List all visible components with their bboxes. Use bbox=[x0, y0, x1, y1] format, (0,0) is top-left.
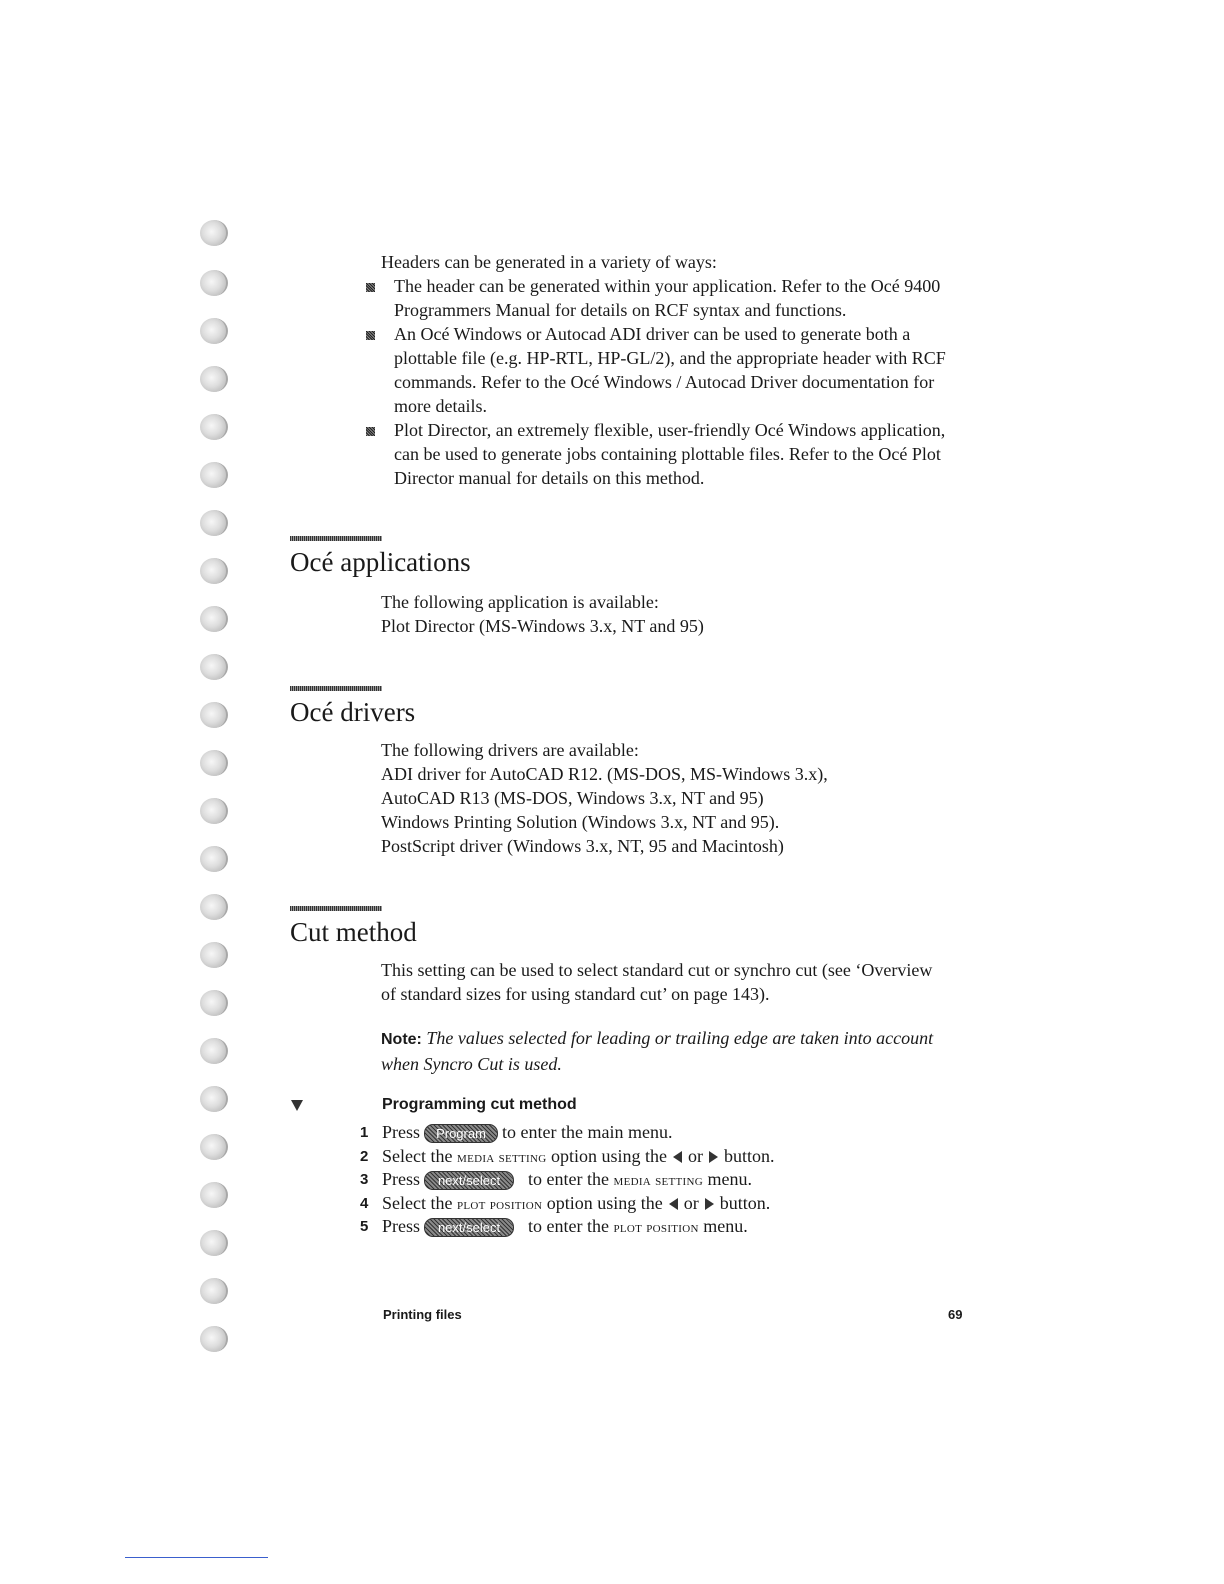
text-line: This setting can be used to select standard cut or synchro cut (see ‘Overview bbox=[381, 960, 933, 980]
intro-bullet-list bbox=[366, 274, 966, 490]
menu-option-name: media setting bbox=[613, 1173, 704, 1189]
binder-hole bbox=[200, 462, 228, 488]
list-item bbox=[366, 274, 966, 322]
text-line: ADI driver for AutoCAD R12. (MS-DOS, MS-Windows 3.x), bbox=[381, 764, 828, 784]
right-arrow-key-icon bbox=[705, 1198, 714, 1210]
scan-edge-line bbox=[125, 1557, 268, 1558]
binder-hole bbox=[200, 510, 228, 536]
step-text: option using the bbox=[546, 1192, 663, 1213]
bullet-line: Director manual for details on this method. bbox=[394, 468, 705, 488]
text-line: Windows Printing Solution (Windows 3.x, NT and 95). bbox=[381, 812, 780, 832]
drivers-text bbox=[381, 738, 828, 858]
binder-hole bbox=[200, 606, 228, 632]
binder-hole bbox=[200, 654, 228, 680]
note-line bbox=[381, 1026, 933, 1052]
applications-text bbox=[381, 590, 704, 638]
binder-hole bbox=[200, 366, 228, 392]
step-text: Press bbox=[382, 1122, 421, 1142]
text-line: AutoCAD R13 (MS-DOS, Windows 3.x, NT and 95) bbox=[381, 788, 764, 808]
section-heading-cut-method: Cut method bbox=[290, 917, 417, 947]
note-text: The values selected for leading or trailing edge are taken into account bbox=[426, 1028, 934, 1048]
binder-hole bbox=[200, 990, 228, 1016]
page-number: 69 bbox=[948, 1307, 963, 1322]
bullet-line: more details. bbox=[394, 396, 487, 416]
menu-option-name: media setting bbox=[456, 1149, 547, 1166]
binder-hole bbox=[200, 702, 228, 728]
bullet-line: The header can be generated within your application. Refer to the Océ 9400 bbox=[394, 276, 941, 296]
note-text: when Syncro Cut is used. bbox=[381, 1054, 562, 1074]
right-arrow-key-icon bbox=[709, 1151, 718, 1163]
step-text: Select the bbox=[382, 1145, 453, 1166]
binder-hole bbox=[200, 1278, 228, 1304]
intro-lead: Headers can be generated in a variety of ways: bbox=[381, 252, 717, 272]
bullet-line: Programmers Manual for details on RCF syntax and functions. bbox=[394, 300, 847, 320]
bullet-square-icon bbox=[366, 427, 375, 436]
text-line: of standard sizes for using standard cut’ on page 143). bbox=[381, 984, 770, 1004]
binder-hole bbox=[200, 942, 228, 968]
binder-hole bbox=[200, 798, 228, 824]
binder-hole bbox=[200, 1086, 228, 1112]
step-text: option using the bbox=[551, 1145, 668, 1166]
text-line: The following drivers are available: bbox=[381, 740, 639, 760]
bullet-line: An Océ Windows or Autocad ADI driver can be used to generate both a bbox=[394, 324, 911, 344]
cut-method-text bbox=[381, 958, 932, 1006]
section-rule bbox=[290, 536, 382, 541]
binder-hole bbox=[200, 846, 228, 872]
menu-option-name: plot position bbox=[613, 1220, 699, 1236]
section-rule bbox=[290, 906, 382, 911]
binder-hole bbox=[200, 1326, 228, 1352]
step-text: to enter the bbox=[528, 1169, 609, 1189]
step-text: menu. bbox=[707, 1169, 753, 1189]
step-text: to enter the main menu. bbox=[502, 1122, 673, 1142]
bullet-square-icon bbox=[366, 331, 375, 340]
text-line: Plot Director (MS-Windows 3.x, NT and 95) bbox=[381, 616, 704, 636]
binder-hole bbox=[200, 894, 228, 920]
binder-hole bbox=[200, 1134, 228, 1160]
step-text: menu. bbox=[703, 1216, 748, 1236]
step-text: button. bbox=[719, 1192, 771, 1213]
step-text: or bbox=[683, 1192, 699, 1213]
step-text: Press bbox=[382, 1216, 421, 1236]
note bbox=[381, 1026, 933, 1076]
step-number: 4 bbox=[360, 1194, 369, 1212]
left-arrow-key-icon bbox=[673, 1151, 682, 1163]
bullet-line: can be used to generate jobs containing plottable files. Refer to the Océ Plot bbox=[394, 444, 941, 464]
binder-hole bbox=[200, 270, 228, 296]
procedure-arrow-icon bbox=[291, 1100, 303, 1111]
list-item bbox=[366, 322, 966, 418]
binder-hole bbox=[200, 558, 228, 584]
section-heading-applications: Océ applications bbox=[290, 547, 471, 577]
text-line: The following application is available: bbox=[381, 592, 659, 612]
menu-option-name: plot position bbox=[456, 1196, 543, 1213]
bullet-square-icon bbox=[366, 283, 375, 292]
section-rule bbox=[290, 686, 382, 691]
program-key-button[interactable]: Program bbox=[424, 1124, 498, 1143]
binder-hole bbox=[200, 750, 228, 776]
note-label: Note: bbox=[381, 1031, 422, 1048]
binder-hole bbox=[200, 1230, 228, 1256]
next-select-key-button[interactable]: next/select bbox=[424, 1218, 514, 1237]
step-number: 3 bbox=[360, 1171, 369, 1188]
bullet-line: commands. Refer to the Océ Windows / Autocad Driver documentation for bbox=[394, 372, 935, 392]
step-text: Select the bbox=[382, 1192, 453, 1213]
step-number: 5 bbox=[360, 1218, 369, 1235]
bullet-line: Plot Director, an extremely flexible, user-friendly Océ Windows application, bbox=[394, 420, 946, 440]
section-heading-drivers: Océ drivers bbox=[290, 697, 416, 727]
step-text: Press bbox=[382, 1169, 421, 1189]
text-line: PostScript driver (Windows 3.x, NT, 95 and Macintosh) bbox=[381, 836, 784, 856]
footer-section-title: Printing files bbox=[383, 1307, 462, 1322]
procedure-title: Programming cut method bbox=[382, 1096, 577, 1113]
binder-hole bbox=[200, 414, 228, 440]
step-text: button. bbox=[724, 1145, 775, 1166]
left-arrow-key-icon bbox=[669, 1198, 678, 1210]
binder-hole bbox=[200, 1182, 228, 1208]
list-item bbox=[366, 418, 966, 490]
step-text: or bbox=[688, 1145, 704, 1166]
bullet-line: plottable file (e.g. HP-RTL, HP-GL/2), and the appropriate header with RCF bbox=[394, 348, 946, 368]
next-select-key-button[interactable]: next/select bbox=[424, 1171, 514, 1190]
binder-hole bbox=[200, 220, 228, 246]
step-text: to enter the bbox=[528, 1216, 609, 1236]
binder-hole bbox=[200, 318, 228, 344]
step-number: 2 bbox=[360, 1147, 369, 1165]
step-number: 1 bbox=[360, 1124, 369, 1141]
binder-hole bbox=[200, 1038, 228, 1064]
